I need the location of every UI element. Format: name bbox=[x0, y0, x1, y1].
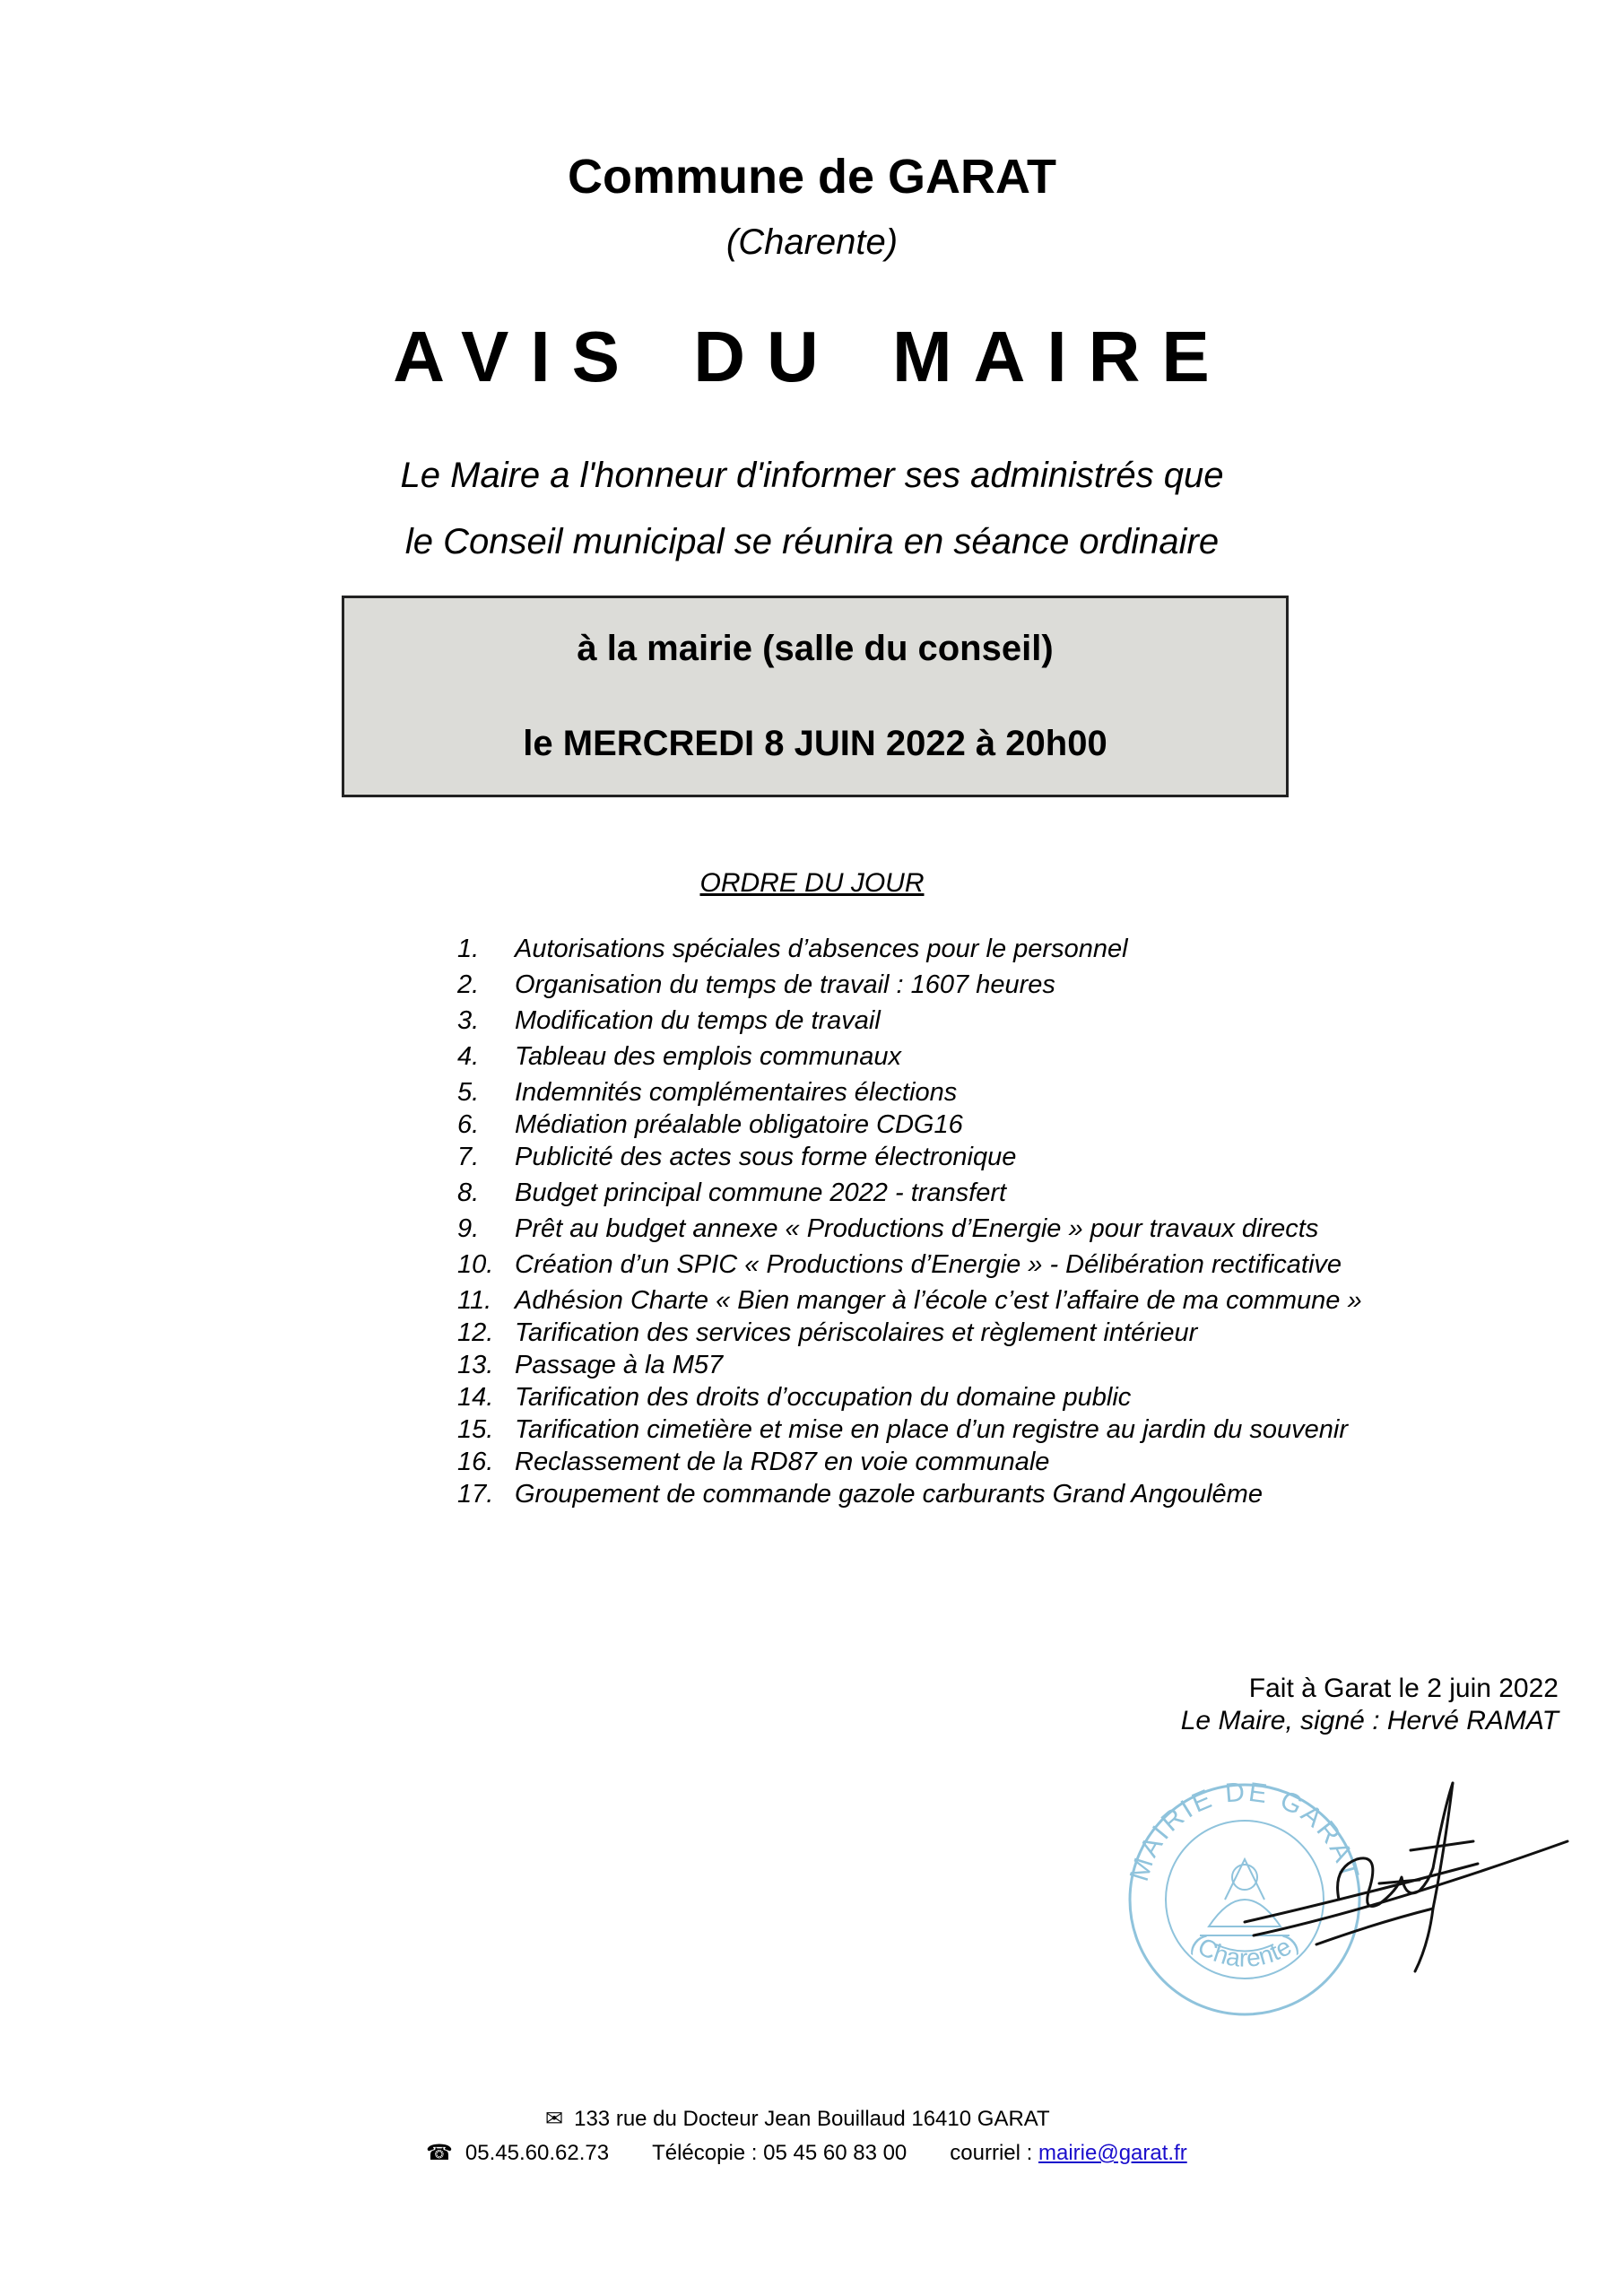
agenda-item-number: 12. bbox=[457, 1318, 494, 1347]
footer-phone: 05.45.60.62.73 bbox=[465, 2141, 610, 2165]
footer-contact-line bbox=[426, 2140, 1187, 2166]
agenda-item-number: 6. bbox=[457, 1110, 480, 1139]
notice-title bbox=[0, 316, 1624, 398]
mayor-stamp-and-signature bbox=[1110, 1765, 1576, 2016]
agenda-item bbox=[457, 1078, 957, 1108]
agenda-item bbox=[457, 1042, 901, 1072]
agenda-item-text: Prêt au budget annexe « Productions d’Energie » pour travaux directs bbox=[515, 1214, 1319, 1243]
agenda-item-text: Indemnités complémentaires élections bbox=[515, 1078, 958, 1107]
agenda-item bbox=[457, 1448, 1049, 1477]
meeting-place: à la mairie (salle du conseil) bbox=[577, 629, 1054, 668]
agenda-item-number: 1. bbox=[457, 935, 480, 963]
agenda-item-number: 13. bbox=[457, 1351, 494, 1379]
agenda-item-text: Passage à la M57 bbox=[515, 1351, 724, 1379]
agenda-item-number: 16. bbox=[457, 1448, 494, 1476]
agenda-item-text: Tarification des droits d’occupation du domaine public bbox=[515, 1383, 1132, 1412]
telephone-icon: ☎ bbox=[426, 2141, 453, 2165]
agenda-item bbox=[457, 1110, 963, 1140]
agenda-item bbox=[457, 1383, 1131, 1413]
agenda-item-text: Médiation préalable obligatoire CDG16 bbox=[515, 1110, 963, 1139]
agenda-item bbox=[457, 1415, 1348, 1445]
agenda-item bbox=[457, 1480, 1263, 1509]
signature-date-line: Fait à Garat le 2 juin 2022 bbox=[1248, 1674, 1559, 1703]
official-seal bbox=[1125, 1777, 1365, 2014]
agenda-item-text: Création d’un SPIC « Productions d’Energie » - Délibération rectificative bbox=[515, 1250, 1342, 1279]
agenda-item bbox=[457, 1143, 1016, 1172]
agenda-item-text: Reclassement de la RD87 en voie communale bbox=[515, 1448, 1050, 1476]
agenda-item-number: 5. bbox=[457, 1078, 480, 1107]
agenda-item-text: Organisation du temps de travail : 1607 heures bbox=[515, 970, 1055, 999]
agenda-item-number: 2. bbox=[457, 970, 480, 999]
agenda-item-number: 10. bbox=[457, 1250, 494, 1279]
agenda-item-text: Modification du temps de travail bbox=[515, 1006, 881, 1035]
stamp-top-text: MAIRIE DE GARAT bbox=[1124, 1777, 1366, 1885]
stamp-bottom-text: (Charente) bbox=[1185, 1928, 1304, 1972]
agenda-item bbox=[457, 1286, 1362, 1316]
agenda-title: ORDRE DU JOUR bbox=[699, 868, 925, 898]
agenda-item-number: 4. bbox=[457, 1042, 480, 1071]
agenda-item-text: Adhésion Charte « Bien manger à l’école c’est l’affaire de ma commune » bbox=[515, 1286, 1362, 1315]
agenda-item-text: Groupement de commande gazole carburants Grand Angoulême bbox=[515, 1480, 1263, 1509]
agenda-item-number: 15. bbox=[457, 1415, 494, 1444]
agenda-item bbox=[457, 1318, 1197, 1348]
intro-line-2: le Conseil municipal se réunira en séance ordinaire bbox=[404, 522, 1220, 561]
footer-email-link[interactable]: mairie@garat.fr bbox=[1038, 2141, 1187, 2165]
agenda-item-text: Tableau des emplois communaux bbox=[515, 1042, 901, 1071]
agenda-item-text: Tarification des services périscolaires et règlement intérieur bbox=[515, 1318, 1198, 1347]
agenda-item bbox=[457, 970, 1055, 1000]
agenda-item bbox=[457, 1178, 1006, 1208]
agenda-item-number: 7. bbox=[457, 1143, 480, 1171]
agenda-item bbox=[457, 935, 1128, 964]
meeting-date: le MERCREDI 8 JUIN 2022 à 20h00 bbox=[523, 724, 1107, 763]
agenda-item-number: 3. bbox=[457, 1006, 480, 1035]
department-subtitle: (Charente) bbox=[725, 222, 899, 262]
svg-text:MAIRIE DE GARAT bbox=[1125, 1777, 1365, 1884]
agenda-item-number: 8. bbox=[457, 1178, 480, 1207]
intro-line-1: Le Maire a l'honneur d'informer ses administrés que bbox=[400, 456, 1224, 495]
notice-title-word-1: AVIS bbox=[393, 317, 641, 396]
footer-fax: Télécopie : 05 45 60 83 00 bbox=[652, 2141, 908, 2165]
agenda-item-text: Tarification cimetière et mise en place d’un registre au jardin du souvenir bbox=[515, 1415, 1349, 1444]
agenda-item bbox=[457, 1351, 723, 1380]
commune-title: Commune de GARAT bbox=[567, 150, 1056, 204]
notice-title-word-3: MAIRE bbox=[892, 317, 1231, 396]
notice-title-word-2: DU bbox=[693, 317, 840, 396]
envelope-icon: ✉ bbox=[545, 2107, 564, 2131]
agenda-item-number: 11. bbox=[457, 1286, 492, 1315]
agenda-item bbox=[457, 1214, 1318, 1244]
signature-role-line: Le Maire, signé : Hervé RAMAT bbox=[1180, 1706, 1559, 1735]
agenda-item bbox=[457, 1006, 881, 1036]
agenda-item-number: 9. bbox=[457, 1214, 480, 1243]
agenda-item-text: Budget principal commune 2022 - transfert bbox=[515, 1178, 1007, 1207]
agenda-item-text: Autorisations spéciales d’absences pour le personnel bbox=[515, 935, 1128, 963]
footer-address-line bbox=[545, 2106, 1050, 2132]
agenda-item bbox=[457, 1250, 1342, 1280]
footer-email-label: courriel : bbox=[950, 2141, 1033, 2165]
meeting-info-box bbox=[342, 596, 1289, 797]
agenda-item-number: 14. bbox=[457, 1383, 494, 1412]
footer-address: 133 rue du Docteur Jean Bouillaud 16410 GARAT bbox=[574, 2107, 1050, 2131]
agenda-item-number: 17. bbox=[457, 1480, 494, 1509]
agenda-item-text: Publicité des actes sous forme électronique bbox=[515, 1143, 1017, 1171]
